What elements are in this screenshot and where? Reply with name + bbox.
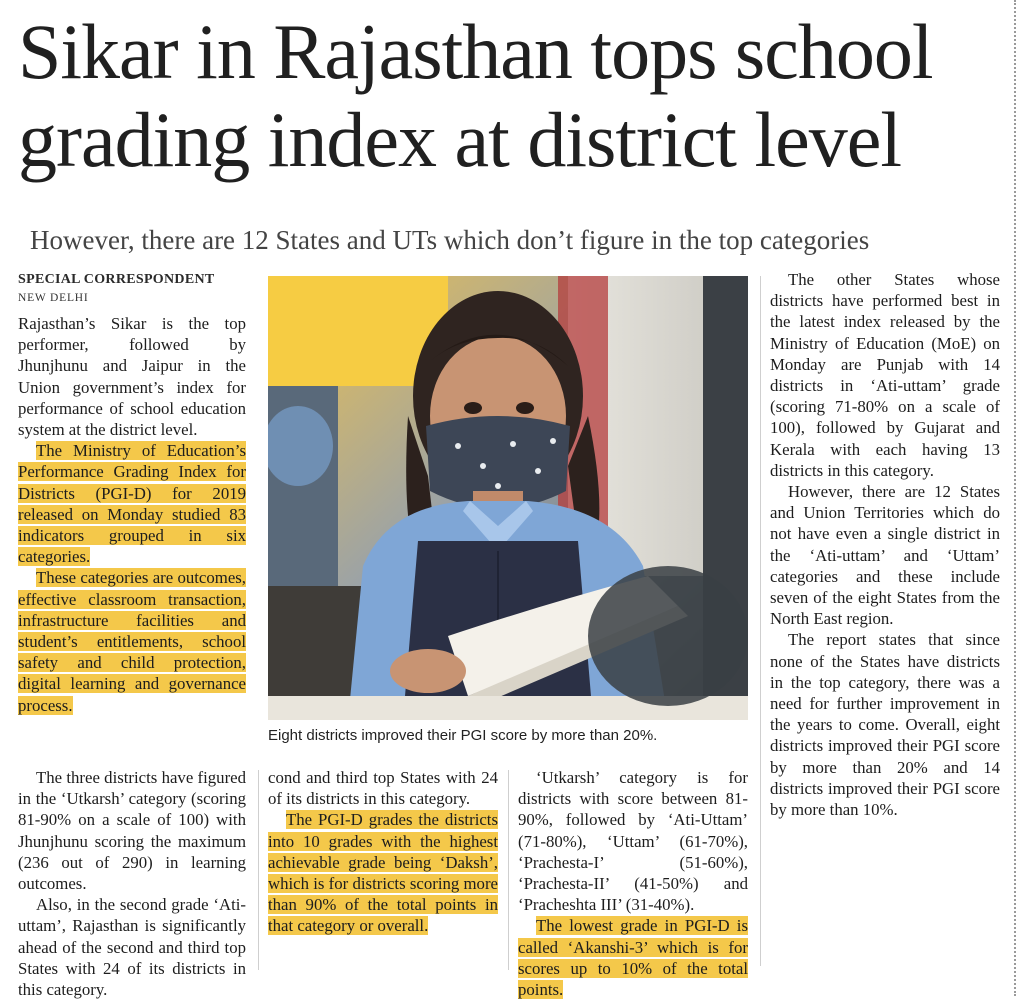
news-photo [268, 276, 748, 720]
highlight-grades: The PGI-D grades the districts into 10 grades with the highest achievable grade being ‘Daksh’, which is for districts scoring more than 90% of the total points in that category or overall. [268, 810, 498, 936]
column-3 [518, 767, 748, 1000]
paragraph-pgid [18, 440, 246, 567]
paragraph-lowest-grade [518, 915, 748, 1000]
paragraph-ati-uttam-cont: cond and third top States with 24 of its districts in this category. [268, 768, 498, 809]
paragraph-other-states: The other States whose districts have performed best in the latest index released by the Ministry of Education (MoE) on Monday are Punjab with 14 districts in ‘Ati-uttam’ grade (scoring 71-80% on a scale of 100), followed by Gujarat and Kerala with each having 13 districts in this category. [770, 270, 1000, 480]
highlight-lowest-grade: The lowest grade in PGI-D is called ‘Akanshi-3’ which is for scores up to 10% of the total points. [518, 916, 748, 1000]
paragraph-grades [268, 809, 498, 936]
paragraph-ati-uttam: Also, in the second grade ‘Ati-uttam’, Rajasthan is significantly ahead of the second and third top States with 24 of its districts in this category. [18, 895, 246, 1000]
paragraph-utkarsh-districts: The three districts have figured in the ‘Utkarsh’ category (scoring 81-90% on a scale of 100) with Jhunjhunu scoring the maximum (236 out of 290) in learning outcomes. [18, 768, 246, 894]
column-divider [760, 276, 761, 966]
column-1-lower [18, 767, 246, 1000]
column-2 [268, 767, 498, 937]
page-edge-dotted-line [1014, 0, 1016, 996]
byline: SPECIAL CORRESPONDENT [18, 272, 215, 287]
column-4 [770, 269, 1000, 820]
dateline: NEW DELHI [18, 292, 89, 304]
paragraph-utkarsh-category: ‘Utkarsh’ category is for districts with score between 81-90%, followed by ‘Ati-Uttam’ (71-80%), ‘Uttam’ (61-70%), ‘Prachesta-I’ (51-60%), ‘Prachesta-II’ (41-50%) and ‘Pracheshta III’ (31-40%). [518, 768, 748, 915]
column-divider [508, 770, 509, 970]
photo-caption: Eight districts improved their PGI score by more than 20%. [268, 727, 658, 744]
headline: Sikar in Rajasthan tops school grading index at district level [18, 8, 933, 183]
paragraph-intro: Rajasthan’s Sikar is the top performer, followed by Jhunjhunu and Jaipur in the Union government’s index for performance of school education system at the district level. [18, 314, 246, 440]
highlight-pgid: The Ministry of Education’s Performance Grading Index for Districts (PGI-D) for 2019 released on Monday studied 83 indicators grouped in six categories. [18, 441, 246, 567]
column-1 [18, 313, 246, 716]
paragraph-categories [18, 567, 246, 715]
student-photo-illustration [268, 276, 748, 720]
deck-subheading: However, there are 12 States and UTs which don’t figure in the top categories [30, 225, 870, 255]
paragraph-report: The report states that since none of the States have districts in the top category, there was a need for further improvement in the years to come. Overall, eight districts improved their PGI score by more than 20% and 14 districts improved their PGI score by more than 10%. [770, 630, 1000, 820]
highlight-categories: These categories are outcomes, effective classroom transaction, infrastructure facilities and student’s entitlements, school safety and child protection, digital learning and governance process. [18, 568, 246, 715]
paragraph-twelve-states: However, there are 12 States and Union Territories which do not have even a single district in the ‘Ati-uttam’ and ‘Uttam’ categories and these include seven of the eight States from the North East region. [770, 482, 1000, 629]
column-divider [258, 770, 259, 970]
